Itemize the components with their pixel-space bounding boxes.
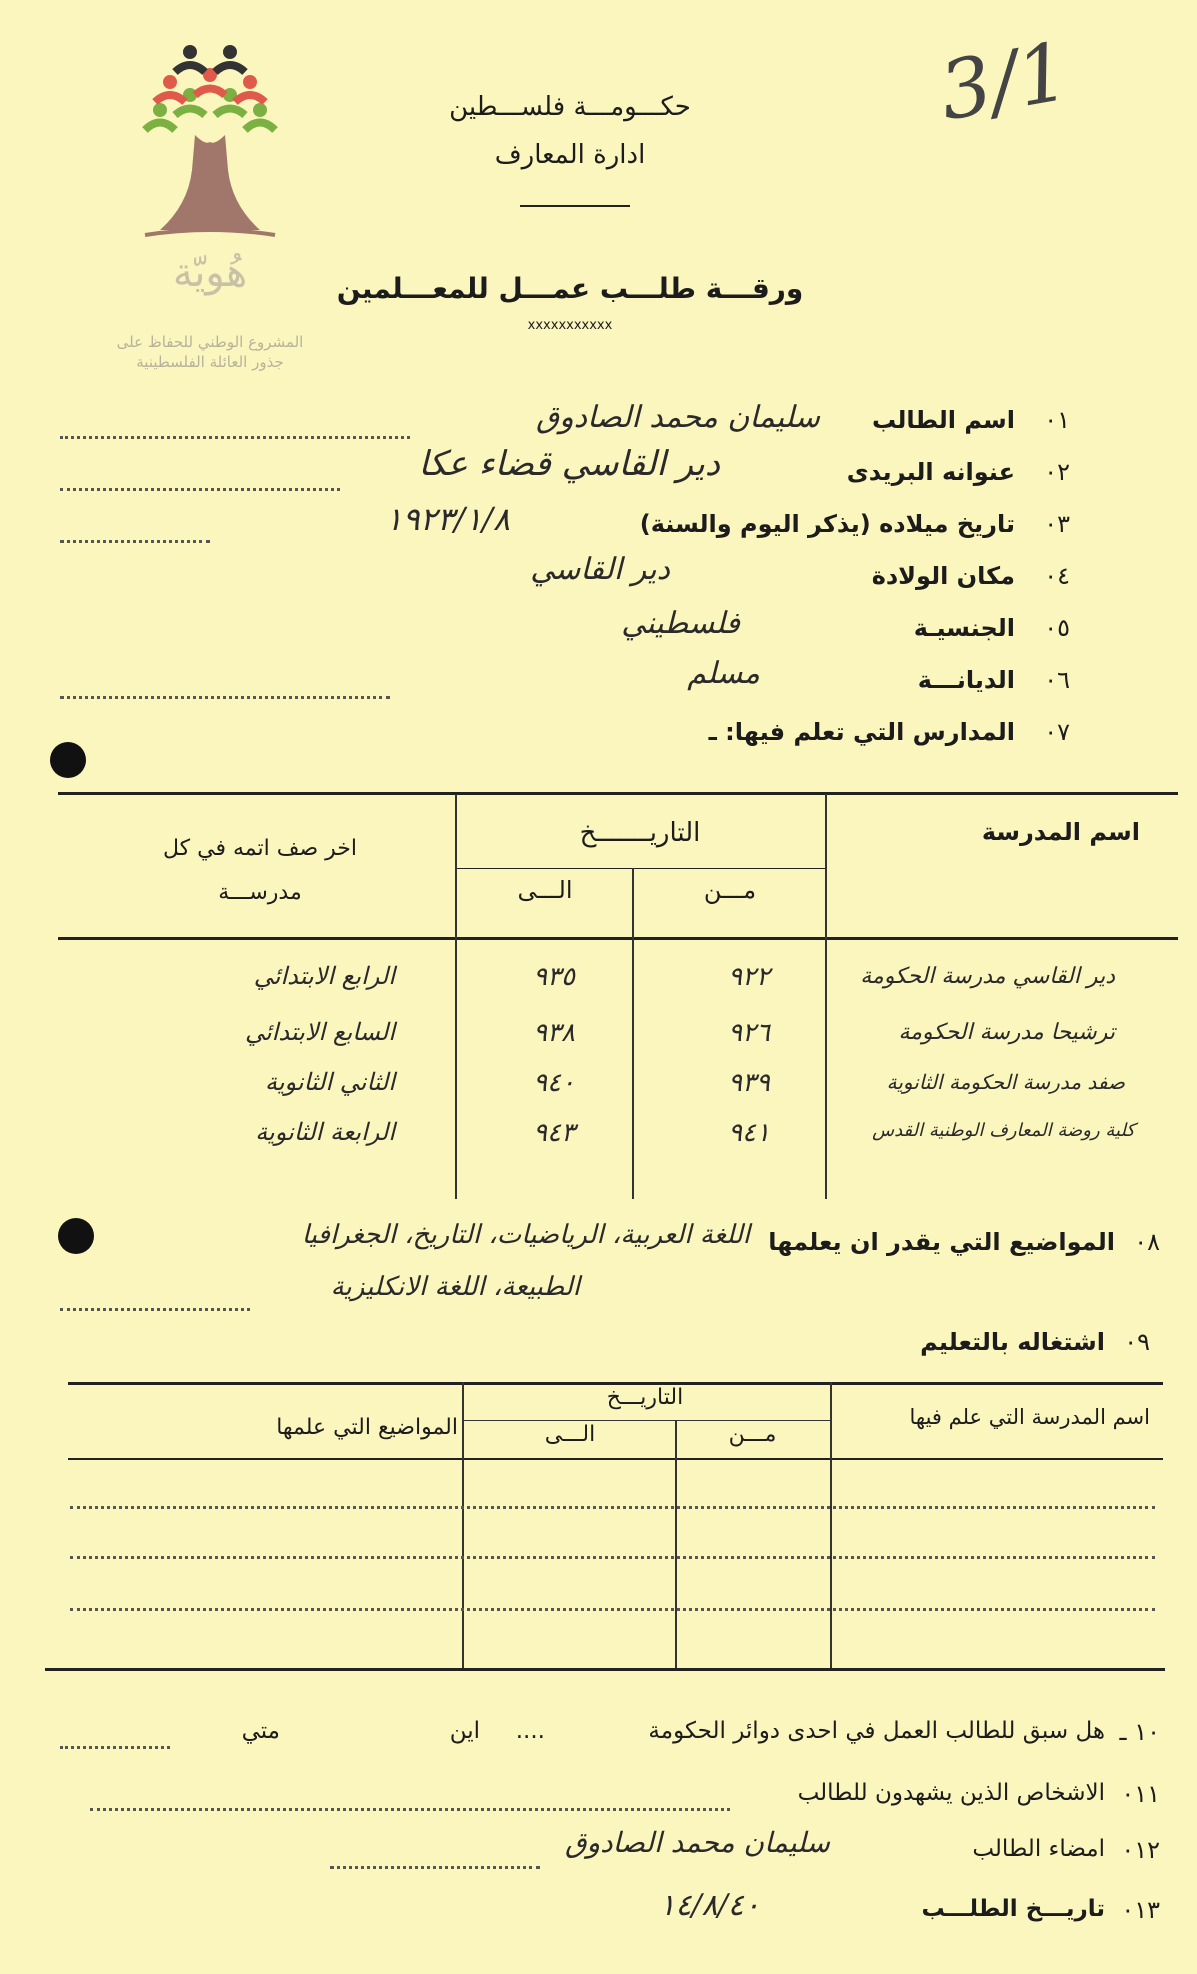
field-leader: .... <box>515 1718 545 1744</box>
experience-number: ٠٩ <box>1124 1328 1150 1356</box>
watermark-logo <box>120 30 300 250</box>
exp-row-dots <box>70 1506 1155 1509</box>
field-label: هل سبق للطالب العمل في احدى دوائر الحكومة <box>648 1718 1105 1744</box>
field-row <box>60 500 1070 548</box>
header-last-grade-2: مدرســـة <box>218 880 302 905</box>
header-underline <box>520 205 630 207</box>
field-label: المدارس التي تعلم فيها: ـ <box>708 718 1015 746</box>
leader-dots <box>60 1746 170 1749</box>
leader-dots <box>60 488 340 491</box>
form-title: ورقـــة طلـــب عمـــل للمعـــلمين <box>336 272 804 305</box>
table-divider <box>830 1382 832 1668</box>
table-rule <box>68 1458 1163 1460</box>
field-label: تاريخ ميلاده (يذكر اليوم والسنة) <box>639 510 1015 538</box>
table-row <box>60 1066 1175 1118</box>
school-from: ٩٢٦ <box>728 1018 770 1048</box>
applicant-name-value: سليمان محمد الصادوق <box>536 400 820 435</box>
footer-field-13 <box>60 1890 1160 1940</box>
field-number: ٠٣ <box>1044 510 1070 538</box>
header-school: اسم المدرسة <box>981 818 1140 846</box>
field-number: ٠١١ <box>1121 1780 1160 1808</box>
field-number: ٠٧ <box>1044 718 1070 746</box>
exp-header-date: التاريـــخ <box>606 1385 684 1410</box>
school-to: ٩٣٨ <box>533 1018 575 1048</box>
field-label: امضاء الطالب <box>972 1836 1105 1862</box>
where-label: اين <box>449 1718 480 1744</box>
nationality-value: فلسطيني <box>621 606 740 641</box>
table-rule <box>45 1668 1165 1671</box>
signature-value: سليمان محمد الصادوق <box>564 1826 830 1859</box>
experience-label: اشتغاله بالتعليم <box>920 1328 1105 1356</box>
exp-header-to: الـــى <box>544 1422 596 1447</box>
field-row <box>60 712 1070 756</box>
field-number: ٠٤ <box>1044 562 1070 590</box>
subjects-line1: اللغة العربية، الرياضيات، التاريخ، الجغرافيا <box>301 1220 750 1250</box>
watermark-word: هُويّة <box>172 250 248 296</box>
footer-field-10 <box>60 1712 1160 1756</box>
field-number: ٠٢ <box>1044 458 1070 486</box>
field-label: تاريـــخ الطلـــب <box>921 1896 1105 1922</box>
footer-field-12 <box>60 1826 1160 1876</box>
field-label: اسم الطالب <box>871 406 1015 434</box>
header-last-grade-1: اخر صف اتمه في كل <box>162 836 357 861</box>
form-title-divider: xxxxxxxxxxx <box>527 318 613 333</box>
exp-header-from: مـــن <box>728 1422 777 1447</box>
table-rule <box>455 868 825 869</box>
department-title: ادارة المعارف <box>494 140 646 170</box>
school-to: ٩٣٥ <box>533 962 575 992</box>
school-name: كلية روضة المعارف الوطنية القدس <box>872 1120 1135 1141</box>
field-number: ٠١٢ <box>1121 1836 1160 1864</box>
table-row <box>60 1016 1175 1068</box>
field-number: ٠١٣ <box>1121 1896 1160 1924</box>
leader-dots <box>60 696 390 699</box>
school-name: صفد مدرسة الحكومة الثانوية <box>886 1070 1125 1094</box>
exp-row-dots <box>70 1556 1155 1559</box>
birth-date-value: ١٩٢٣/١/٨ <box>385 500 510 538</box>
table-rule <box>58 792 1178 795</box>
subjects-section <box>60 1210 1160 1320</box>
postal-address-value: دير القاسي قضاء عكا <box>418 444 720 484</box>
header-from: مـــن <box>703 876 757 904</box>
header-to: الـــى <box>517 876 573 904</box>
government-title: حكـــومـــة فلســـطين <box>449 92 691 122</box>
footer-field-11 <box>60 1774 1160 1818</box>
table-row <box>60 960 1175 1012</box>
school-name: ترشيحا مدرسة الحكومة <box>898 1020 1115 1045</box>
birth-place-value: دير القاسي <box>530 552 670 587</box>
field-number: ١٠ ـ <box>1119 1718 1160 1746</box>
exp-row-dots <box>70 1608 1155 1611</box>
field-row <box>60 400 1070 444</box>
subjects-line2: الطبيعة، اللغة الانكليزية <box>330 1272 580 1302</box>
experience-section <box>60 1322 1160 1362</box>
field-row <box>60 552 1070 600</box>
application-date-value: ١٤/٨/٤٠ <box>659 1888 760 1923</box>
leader-dots <box>60 436 410 439</box>
table-rule <box>462 1420 830 1421</box>
school-grade: السابع الابتدائي <box>244 1018 395 1046</box>
field-row <box>60 444 1070 496</box>
leader-dots <box>90 1808 730 1811</box>
exp-header-school: اسم المدرسة التي علم فيها <box>909 1405 1150 1429</box>
school-grade: الرابع الابتدائي <box>253 962 395 990</box>
exp-header-subjects: المواضيع التي علمها <box>276 1415 458 1440</box>
table-divider <box>675 1420 677 1668</box>
table-rule <box>58 937 1178 940</box>
field-label: الجنسيـة <box>913 614 1015 642</box>
header-date: التاريـــــــخ <box>579 818 701 848</box>
school-from: ٩٤١ <box>728 1118 770 1148</box>
school-to: ٩٤٠ <box>533 1068 575 1098</box>
school-grade: الرابعة الثانوية <box>255 1118 395 1146</box>
field-number: ٠١ <box>1044 406 1070 434</box>
field-number: ٠٦ <box>1044 666 1070 694</box>
school-from: ٩٣٩ <box>728 1068 770 1098</box>
field-label: مكان الولادة <box>871 562 1015 590</box>
watermark-line1: المشروع الوطني للحفاظ على <box>116 333 304 351</box>
table-divider <box>462 1382 464 1668</box>
table-row <box>60 1116 1175 1168</box>
field-label: الديانـــة <box>917 666 1015 694</box>
subjects-number: ٠٨ <box>1134 1228 1160 1256</box>
subjects-label: المواضيع التي يقدر ان يعلمها <box>768 1228 1115 1256</box>
tree-logo-icon <box>120 30 300 250</box>
field-row <box>60 608 1070 652</box>
leader-dots <box>60 1308 250 1311</box>
religion-value: مسلم <box>687 656 760 691</box>
school-name: دير القاسي مدرسة الحكومة <box>860 964 1115 989</box>
leader-dots <box>60 540 210 543</box>
school-from: ٩٢٢ <box>728 962 770 992</box>
corner-mark: 3/1 <box>932 24 1076 139</box>
school-to: ٩٤٣ <box>533 1118 575 1148</box>
when-label: متي <box>241 1718 280 1744</box>
field-label: الاشخاص الذين يشهدون للطالب <box>797 1780 1105 1806</box>
leader-dots <box>330 1866 540 1869</box>
school-grade: الثاني الثانوية <box>264 1068 395 1096</box>
field-label: عنوانه البريدى <box>846 458 1015 486</box>
field-number: ٠٥ <box>1044 614 1070 642</box>
field-row <box>60 656 1070 704</box>
punch-hole-top <box>50 742 86 778</box>
watermark-line2: جذور العائلة الفلسطينية <box>136 353 284 371</box>
